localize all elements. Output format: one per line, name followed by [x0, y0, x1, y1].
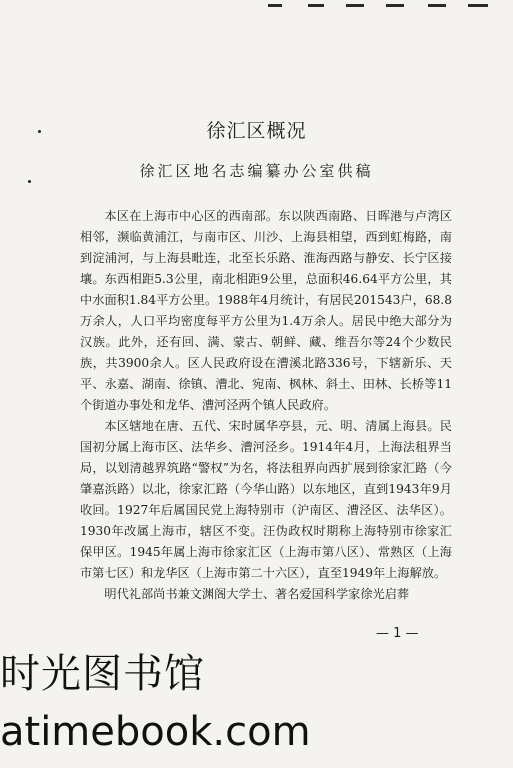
watermark-name: 时光图书馆 [0, 651, 205, 697]
document-subtitle: 徐汇区地名志编纂办公室供稿 [139, 162, 374, 180]
document-title: 徐汇区概况 [206, 120, 307, 142]
watermark-url: atimebook.com [0, 709, 311, 755]
page-number: — 1 — [376, 626, 419, 641]
paragraph: 本区辖地在唐、五代、宋时属华亭县，元、明、清属上海县。民国初分属上海市区、法华乡、漕河泾乡。1914年4月，上海法租界当局，以划清越界筑路“警权”为名，将法租界向西扩展到徐家汇路（今肇嘉浜路）以北，徐家汇路（今华山路）以东地区，直到1943年9月收回。1927年后属国民党上海特别市（沪南区、漕泾区、法华区）。1930年改属上海市，辖区不变。汪伪政权时期称上海特别市徐家汇保甲区。1945年属上海市徐家汇区（上海市第八区）、常熟区（上海市第七区）和龙华区（上海市第二十六区），直至1949年上海解放。 [80, 419, 452, 580]
paragraph: 本区在上海市中心区的西南部。东以陕西南路、日晖港与卢湾区相邻，濒临黄浦江，与南市区、川沙、上海县相望，西到虹梅路，南到淀浦河，与上海县毗连，北至长乐路、淮海西路与静安、长宁区接壤。东西相距5.3公里，南北相距9公里，总面积46.64平方公里，其中水面积1.84平方公里。1988年4月统计，有居民201543户，68.8万余人，人口平均密度每平方公里为1.4万余人。居民中绝大部分为汉族。此外，还有回、满、蒙古、朝鲜、藏、维吾尔等24个少数民族，共3900余人。区人民政府设在漕溪北路336号，下辖新乐、天平、永嘉、湖南、徐镇、漕北、宛南、枫林、斜土、田林、长桥等11个街道办事处和龙华、漕河泾两个镇人民政府。 [80, 209, 452, 412]
paragraph: 明代礼部尚书兼文渊阁大学士、著名爱国科学家徐光启葬 [104, 587, 410, 601]
document-body [80, 206, 452, 605]
header-rule-marks [268, 4, 513, 10]
